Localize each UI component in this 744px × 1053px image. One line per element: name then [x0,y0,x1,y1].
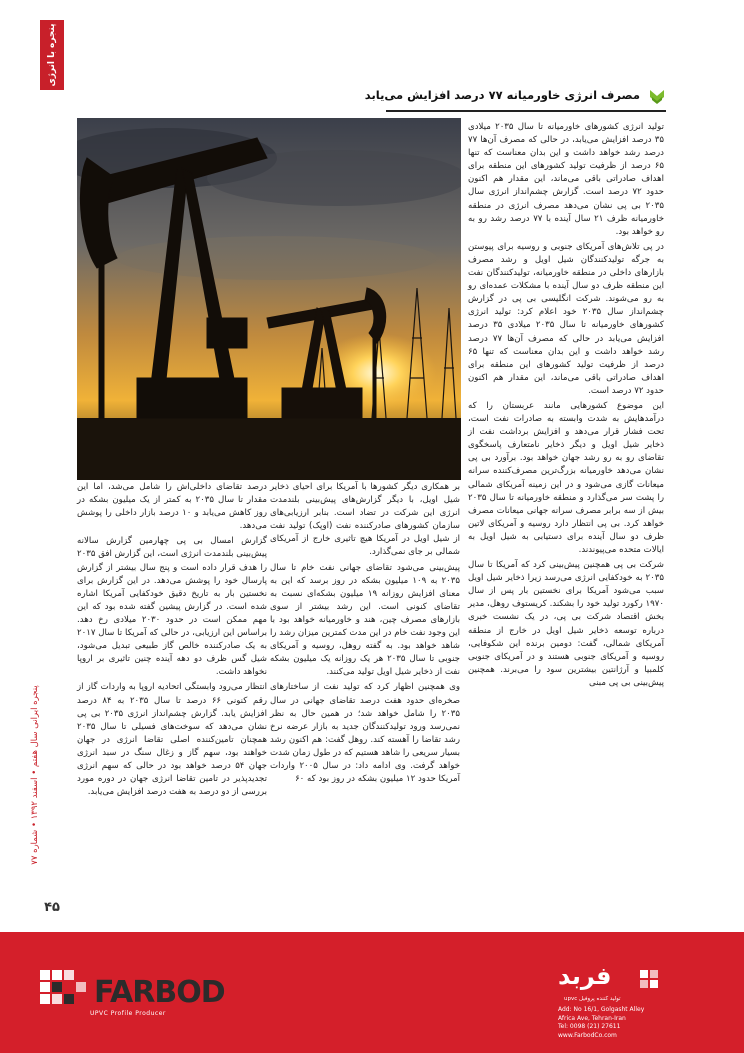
brand-name-en: FARBOD [94,975,225,1010]
paragraph: انتظار می‌رود وابستگی اتحادیه اروپا به واردات گاز از رقم کنونی ۶۶ درصد تا سال ۲۰۳۵ به ۸۴ درصد افزایش یابد. گزارش چشم‌انداز انرژی ۲۰۳۵ بی پی نشان می‌دهد که سوخت‌های فسیلی تا سال ۲۰۳۵ همچنان تامین‌کننده اصلی تقاضا انرژی در جهان خواهند بود، سهم گاز و زغال سنگ در سبد انرژی جهان ۵۴ درصد خواهد بود در حالی که سهم انرژی تجدیدپذیر در تامین تقاضا انرژی جهان در دوره مورد بررسی از دو درصد به هفت درصد افزایش می‌یابد. [77,682,267,798]
issue-footer [22,660,48,890]
article-column-middle [270,481,460,925]
pumpjack-photo [77,118,461,480]
address-line: Add: No 16/1, Golgasht Alley [558,1006,645,1013]
brand-tagline-en: UPVC Profile Producer [90,1010,166,1017]
article-headline: مصرف انرژی خاورمیانه ۷۷ درصد افزایش می‌یابد [364,88,640,102]
article-column-left [77,481,267,925]
contact-address [558,1006,644,1040]
page-number: ۴۵ [44,900,60,915]
paragraph: تولید انرژی کشورهای خاورمیانه تا سال ۲۰۳۵ میلادی ۳۵ درصد افزایش می‌یابد، در حالی که مصرف آن‌ها ۷۷ درصد رشد خواهد داشت و این بدان معناست که تنها ۶۵ درصد از ظرفیت تولید کشورهای این منطقه برای اهداف صادراتی باقی می‌ماند، این مقدار هم اکنون حدود ۷۲ درصد است. گزارش چشم‌انداز انرژی سال ۲۰۳۵ بی پی نشان می‌دهد مصرف انرژی در منطقه خاورمیانه ظرف ۲۱ سال آینده با ۷۷ درصد رشد رو به رو خواهد بود. [468,122,665,237]
section-tab [40,20,64,90]
headline-block [364,88,666,108]
paragraph: وی همچنین اظهار کرد که تولید نفت از ساختارهای صخره‌ای حدود هفت درصد تقاضای جهانی در سال ۲۰۳۵ را شامل خواهد شد؛ در همین حال به نظر نمی‌رسد ورود تولیدکنندگان جدید به بازار عرضه نرخ رشد تقاضا را آهسته کند. روهل گفت: هم اکنون رشد بسیار سریعی را شاهد هستیم که در طول زمان شدت خواهد گرفت. وی ادامه داد: در سال ۲۰۰۵ واردات آمریکا حدود ۱۲ میلیون بشکه در روز بود که ۶۰ [270,682,460,785]
paragraph: درصد تقاضای داخلی‌اش را شامل می‌شد، اما این مقدار تا سال ۲۰۳۵ به کمتر از یک میلیون بشکه در روز کاهش می‌یابد و ۱۰ درصد بازار داخلی را پوشش می‌دهد. [77,482,268,532]
paragraph: شرکت بی پی همچنین پیش‌بینی کرد که آمریکا تا سال ۲۰۳۵ به خودکفایی انرژی می‌رسد زیرا ذخایر شیل اویل سبب می‌شود آمریکا برای نخستین بار پس از سال ۱۹۷۰ رکورد تولید خود را بشکند. کریستوف روهل، مدیر بخش اقتصاد شرکت بی پی، در یک نشست خبری درباره توسعه ذخایر شیل اویل در خارج از منطقه آمریکای شمالی، گفت: دومین برنده این شکوفایی، روسیه و آمریکای جنوبی هستند و در آمریکای جنوبی کلمبیا و آرژانتین بیشترین سود را می‌برند. همچنین پیش‌بینی بی پی مبنی [468,560,664,688]
paragraph: گزارش امسال بی پی چهارمین گزارش سالانه پیش‌بینی بلندمدت انرژی است، این گزارش افق ۲۰۳۵ را هدف قرار داده است و پنج سال بیشتر از گزارش پارسال خود را پوشش می‌دهد. در این گزارش برای نخستین بار به تاریخ دقیق خودکفایی آمریکا اشاره شده است. در گزارش پیشین گفته شده بود که این مهم ممکن است در حدود ۲۰۳۰ میلادی رخ دهد. براساس این ارزیابی، در حالی که آمریکا تا سال ۲۰۱۷ به یک صادرکننده خالص گاز طبیعی تبدیل می‌شود، شیل گس ظرف دو دهه آینده چنین تاثیری بر اروپا نخواهد داشت. [77,536,267,678]
address-line: Africa Ave, Tehran-Iran [558,1014,626,1022]
paragraph: پیش‌بینی می‌شود تقاضای جهانی نفت خام تا سال ۲۰۳۵ به ۱۰۹ میلیون بشکه در روز برسد که این به معنای افزایش روزانه ۱۹ میلیون بشکه‌ای نسبت به تقاضای کنونی است. این رشد بیشتر از سوی بازارهای مصرف چین، هند و خاورمیانه خواهد بود با این وجود نفت خام در این مدت کمترین میزان رشد را شاهد خواهد بود. به گفته روهل، روسیه و آمریکای جنوبی تا سال ۲۰۳۵ هر یک روزانه یک میلیون بشکه نفت از ذخایر شیل اویل تولید می‌کنند. [270,562,460,678]
article-column-right [468,121,664,924]
brand-tagline-fa: تولید کننده پروفیل upvc [564,996,621,1002]
phone-line: Tel: 0098 (21) 27611 [558,1023,621,1030]
headline-rule [386,110,666,112]
website-link[interactable]: www.FarbodCo.com [558,1031,617,1039]
chevron-icon [648,88,666,106]
paragraph: در پی تلاش‌های آمریکای جنوبی و روسیه برای پیوستن به جرگه تولیدکنندگان شیل اویل و رشد مصرف بازارهای داخلی در منطقه خاورمیانه، تولیدکنندگان نفت این منطقه ظرف دو سال آینده با مشکلات عمده‌ای رو به رو می‌شوند. شرکت انگلیسی بی پی در گزارش چشم‌انداز سال ۲۰۳۵ خود اعلام کرد: تولید انرژی کشورهای خاورمیانه تا سال ۲۰۳۵ میلادی ۳۵ درصد افزایش می‌یابد در حالی که مصرف آن‌ها ۷۷ درصد رشد خواهد داشت و این بدان معناست که تنها ۶۵ درصد از ظرفیت تولید کشورهای این منطقه برای اهداف صادراتی باقی می‌ماند، این مقدار هم اکنون حدود ۷۲ درصد است. [468,241,664,396]
brand-name-fa: فربد [558,962,612,990]
issue-footer-text: پنجره ایرانی سال هفتم • اسفند ۱۳۹۲ • شماره ۷۷ [30,685,40,865]
paragraph: بر همکاری دیگر کشورها با آمریکا برای احیای ذخایر شیل اویل، با دیگر گزارش‌های پیش‌بینی بلندمدت انرژی این شرکت در تضاد است. بنابر ارزیابی‌های سازمان کشورهای صادرکننده نفت (اوپک) تولید نفت از شیل اویل در آمریکا هیچ تاثیری خارج از آمریکای شمالی بر جای نمی‌گذارد. [270,482,460,558]
paragraph: این موضوع کشورهایی مانند عربستان را که درآمدهایش به شدت وابسته به صادرات نفت است، تحت فشار قرار می‌دهد و افزایش برداشت نفت از ذخایر شیل اویل و دیگر ذخایر نامتعارف پاسخگوی تقاضای رو به رو رشد جهان خواهد بود. برآورد بی پی نشان می‌دهد خاورمیانه بزرگ‌ترین مصرف‌کننده سرانه میعانات گازی می‌شود و در این زمینه آمریکای شمالی را پشت سر می‌گذارد و منطقه خاورمیانه تا سال ۲۰۳۵ بیش از سه برابر مصرف سرانه جهانی میعانات مصرف خواهد کرد. بی پی انتظار دارد روسیه و آمریکای لاتین ظرف دو سال آینده برای دستیابی به شیل اویل به ایالات متحده می‌پیوندند. [468,400,664,555]
section-tab-label: پنجره‌ با انرژی [47,23,57,87]
